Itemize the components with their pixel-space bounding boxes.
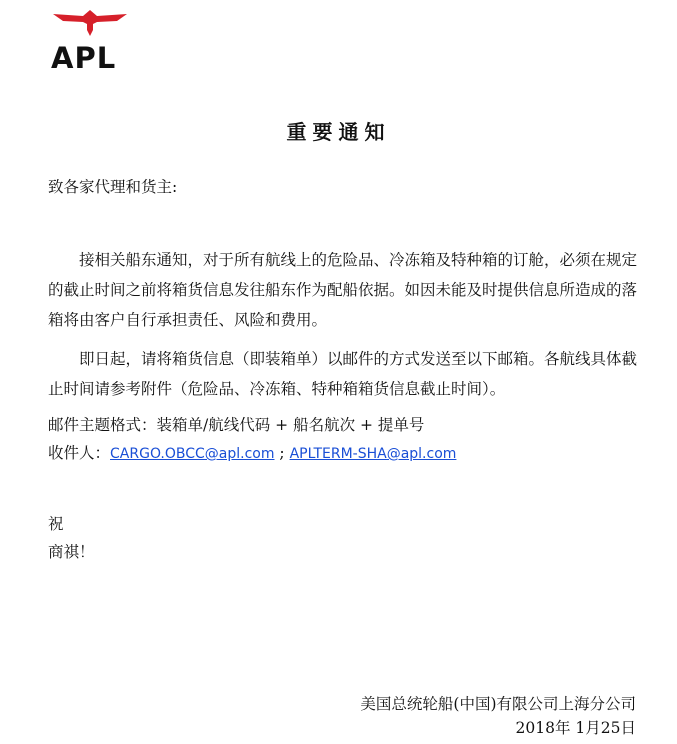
eagle-emblem-icon (53, 8, 127, 38)
body-paragraph-2: 即日起，请将箱货信息（即装箱单）以邮件的方式发送至以下邮箱。各航线具体截止时间请参考附件（危险品、冷冻箱、特种箱箱货信息截止时间）。 (48, 350, 638, 398)
email-link-cargo-obcc[interactable]: CARGO.OBCC@apl.com (110, 446, 275, 462)
apl-logo (51, 8, 131, 78)
closing-line-2: 商祺！ (48, 543, 95, 561)
closing-line-1: 祝 (48, 515, 64, 533)
signature-date: 2018年 1月25日 (515, 719, 636, 737)
body-paragraph-1: 接相关船东通知，对于所有航线上的危险品、冷冻箱及特种箱的订舱，必须在规定的截止时间之前将箱货信息发往船东作为配船依据。如因未能及时提供信息所造成的落箱将由客户自行承担责任、风险和费用。 (48, 251, 638, 329)
notice-title: 重要通知 (286, 120, 391, 144)
logo-wordmark: APL (51, 41, 117, 75)
subject-format-line: 邮件主题格式：装箱单/航线代码 + 船名航次 + 提单号 (48, 416, 425, 434)
recipient-line (48, 438, 638, 469)
email-link-apltern-sha[interactable]: APLTERM-SHA@apl.com (289, 446, 457, 462)
email-separator: ; (274, 444, 290, 462)
signature-company: 美国总统轮船(中国)有限公司上海分公司 (360, 695, 636, 713)
recipient-label: 收件人： (48, 444, 111, 462)
salutation: 致各家代理和货主: (48, 178, 178, 196)
